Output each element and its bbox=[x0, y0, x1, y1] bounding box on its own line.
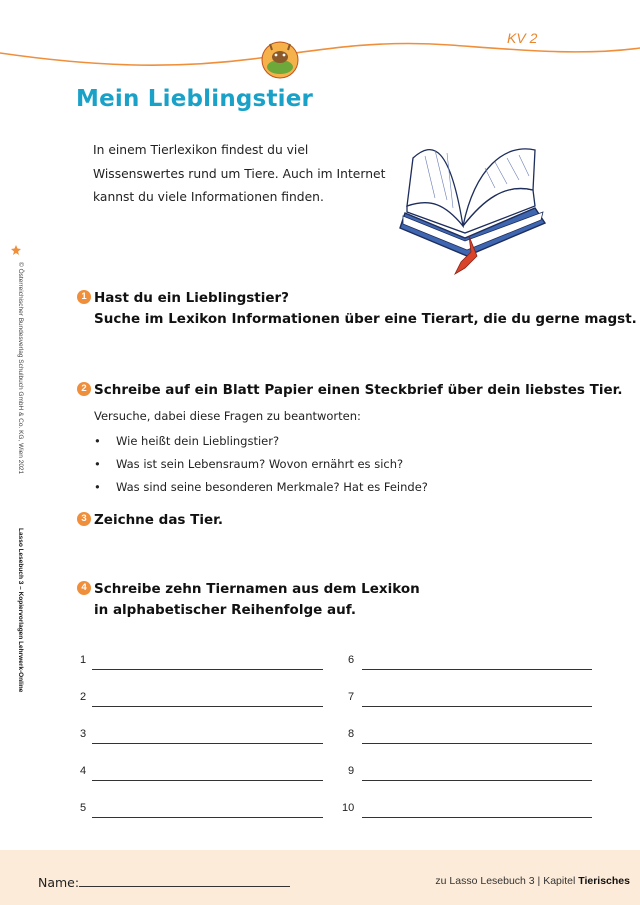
book-illustration bbox=[395, 128, 555, 278]
page-title: Mein Lieblingstier bbox=[76, 86, 314, 112]
copyright-notice: © Österreichischer Bundesverlag Schulbuch GmbH & Co. KG, Wien 2021 bbox=[17, 262, 24, 475]
answer-line-9[interactable]: 9 bbox=[348, 765, 594, 781]
footer bbox=[0, 850, 640, 905]
task-number-1: 1 bbox=[77, 290, 91, 304]
chapter-name: Tierisches bbox=[578, 875, 630, 887]
task-3-line-1: Zeichne das Tier. bbox=[94, 512, 224, 528]
answer-line-10[interactable]: 10 bbox=[342, 802, 594, 818]
sheet-code: KV 2 bbox=[507, 30, 538, 46]
task-number-3: 3 bbox=[77, 512, 91, 526]
answer-line-4[interactable]: 4 bbox=[80, 765, 325, 781]
answer-line-7[interactable]: 7 bbox=[348, 691, 594, 707]
mascot-icon bbox=[258, 40, 302, 80]
answer-line-5[interactable]: 5 bbox=[80, 802, 325, 818]
task-number-4: 4 bbox=[77, 581, 91, 595]
header-wave bbox=[0, 0, 640, 90]
answer-line-3[interactable]: 3 bbox=[80, 728, 325, 744]
task-2-line-1: Schreibe auf ein Blatt Papier einen Steckbrief über dein liebstes Tier. bbox=[94, 382, 623, 398]
task-number-2: 2 bbox=[77, 382, 91, 396]
answer-line-2[interactable]: 2 bbox=[80, 691, 325, 707]
book-imprint: Lasso Lesebuch 3 – Kopiervorlagen Lehrwerk-Online bbox=[17, 528, 24, 693]
answer-line-1[interactable]: 1 bbox=[80, 654, 325, 670]
name-label: Name: bbox=[38, 875, 80, 890]
task-2-prompt: Versuche, dabei diese Fragen zu beantworten: bbox=[94, 409, 361, 423]
answer-line-8[interactable]: 8 bbox=[348, 728, 594, 744]
task-4-line-1: Schreibe zehn Tiernamen aus dem Lexikon bbox=[94, 581, 420, 597]
task-1-line-2: Suche im Lexikon Informationen über eine Tierart, die du gerne magst. bbox=[94, 311, 637, 327]
intro-text: In einem Tierlexikon findest du viel Wissenswertes rund um Tiere. Auch im Internet kannst du viele Informationen finden. bbox=[93, 143, 386, 204]
name-field[interactable] bbox=[79, 886, 290, 887]
answer-line-6[interactable]: 6 bbox=[348, 654, 594, 670]
publisher-logo-icon bbox=[10, 244, 22, 256]
task-1-line-1: Hast du ein Lieblingstier? bbox=[94, 290, 290, 306]
task-4-line-2: in alphabetischer Reihenfolge auf. bbox=[94, 602, 356, 618]
footer-reference: zu Lasso Lesebuch 3 | Kapitel Tierisches bbox=[435, 875, 630, 887]
